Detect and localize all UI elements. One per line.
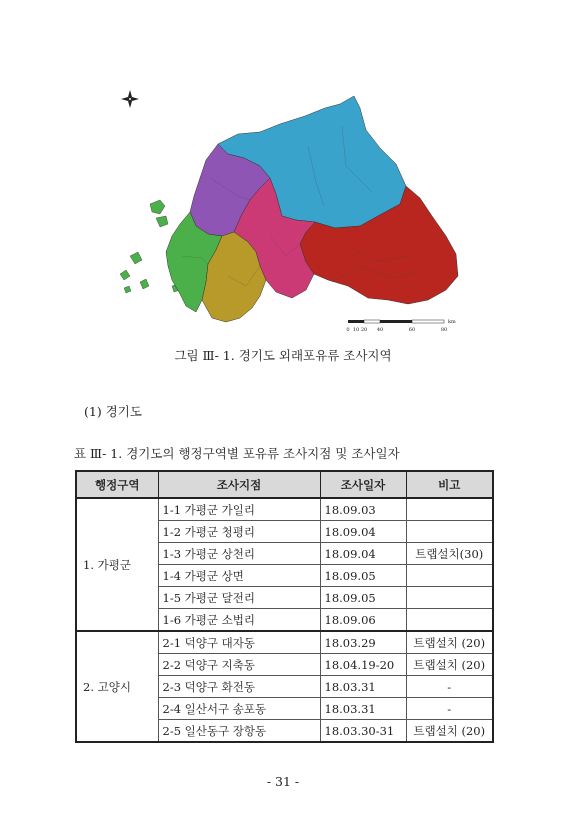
note-cell [406, 565, 493, 587]
region-cell: 2. 고양시 [76, 631, 158, 742]
note-cell [406, 521, 493, 543]
header-note: 비고 [406, 471, 493, 498]
date-cell: 18.09.05 [320, 587, 406, 609]
site-cell: 1-1 가평군 가일리 [158, 498, 320, 521]
gyeonggi-map-figure [110, 86, 460, 338]
note-cell: - [406, 698, 493, 720]
scale-tick-5: 80 [440, 327, 448, 333]
date-cell: 18.09.06 [320, 609, 406, 632]
site-cell: 2-1 덕양구 대자동 [158, 631, 320, 654]
note-cell [406, 498, 493, 521]
header-region: 행정구역 [76, 471, 158, 498]
note-cell [406, 587, 493, 609]
scale-tick-3: 40 [376, 327, 384, 333]
scale-tick-4: 60 [408, 327, 416, 333]
section-heading: (1) 경기도 [84, 404, 142, 419]
date-cell: 18.03.31 [320, 698, 406, 720]
scale-tick-0: 0 [346, 327, 350, 333]
note-cell: 트랩설치 (20) [406, 654, 493, 676]
scale-unit: km [448, 319, 456, 325]
date-cell: 18.09.04 [320, 521, 406, 543]
scale-bar [346, 319, 456, 333]
figure-caption: 그림 Ⅲ- 1. 경기도 외래포유류 조사지역 [174, 348, 392, 363]
table-header-row [76, 471, 493, 498]
note-cell: 트랩설치 (20) [406, 631, 493, 654]
region-cell: 1. 가평군 [76, 498, 158, 631]
date-cell: 18.03.29 [320, 631, 406, 654]
date-cell: 18.04.19-20 [320, 654, 406, 676]
site-cell: 1-4 가평군 상면 [158, 565, 320, 587]
date-cell: 18.03.30-31 [320, 720, 406, 743]
site-cell: 1-2 가평군 청평리 [158, 521, 320, 543]
site-cell: 2-5 일산동구 장항동 [158, 720, 320, 743]
date-cell: 18.09.05 [320, 565, 406, 587]
scale-tick-1: 10 [352, 327, 360, 333]
note-cell [406, 609, 493, 632]
table-title: 표 Ⅲ- 1. 경기도의 행정구역별 포유류 조사지점 및 조사일자 [74, 446, 400, 461]
compass-icon [121, 90, 139, 108]
page-number: - 31 - [266, 774, 300, 789]
date-cell: 18.09.04 [320, 543, 406, 565]
site-cell: 1-6 가평군 소법리 [158, 609, 320, 632]
table-row [76, 498, 493, 521]
site-cell: 2-3 덕양구 화전동 [158, 676, 320, 698]
header-site: 조사지점 [158, 471, 320, 498]
header-date: 조사일자 [320, 471, 406, 498]
gyeonggi-map [110, 86, 460, 338]
survey-table [75, 470, 494, 743]
table-row [76, 631, 493, 654]
site-cell: 1-3 가평군 상천리 [158, 543, 320, 565]
note-cell: 트랩설치(30) [406, 543, 493, 565]
site-cell: 2-2 덕양구 지축동 [158, 654, 320, 676]
site-cell: 2-4 일산서구 송포동 [158, 698, 320, 720]
note-cell: 트랩설치 (20) [406, 720, 493, 743]
date-cell: 18.09.03 [320, 498, 406, 521]
date-cell: 18.03.31 [320, 676, 406, 698]
scale-tick-2: 20 [360, 327, 368, 333]
site-cell: 1-5 가평군 달전리 [158, 587, 320, 609]
note-cell: - [406, 676, 493, 698]
